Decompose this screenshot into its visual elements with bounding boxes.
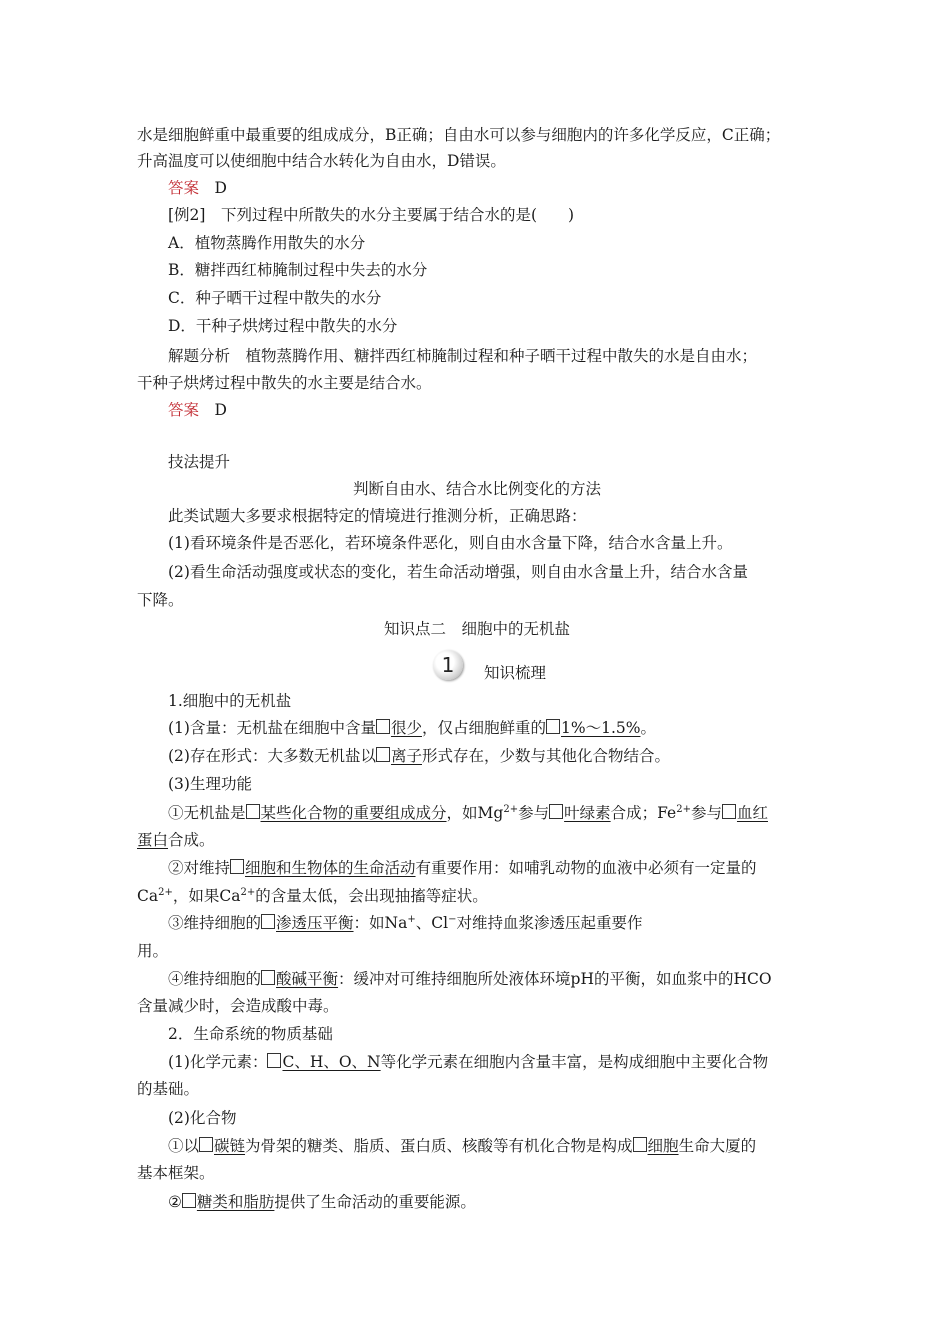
technique-point-1: (1)看环境条件是否恶化，若环境条件恶化，则自由水含量下降，结合水含量上升。 [168,534,733,552]
option-c: C．种子晒干过程中散失的水分 [168,289,382,307]
technique-point-2-cont: 下降。 [137,591,184,609]
answer-label: 答案 [168,401,200,419]
answer-label: 答案 [168,179,200,197]
example-2-question: [例2] 下列过程中所散失的水分主要属于结合水的是( ) [168,206,575,224]
blank-box-icon [261,970,275,985]
elements-line: (1)化学元素： C、H、O、N等化学元素在细胞内含量丰富，是构成细胞中主要化合物 [168,1053,769,1071]
technique-heading: 技法提升 [168,453,231,471]
knowledge-summary-label: 知识梳理 [484,664,547,682]
blank-box-icon [199,1137,213,1152]
function-heading: (3)生理功能 [168,775,252,793]
technique-intro: 此类试题大多要求根据特定的情境进行推测分析，正确思路： [168,507,587,525]
option-d: D．干种子烘烤过程中散失的水分 [168,317,398,335]
function-1-line: ①无机盐是 某些化合物的重要组成成分，如$Mg^{2+}$参与 叶绿素合成；$Fe^{2+}$参与 血红 [168,804,768,822]
blank-box-icon [182,1193,196,1208]
function-2-line-cont: $Ca^{2+}$，如果$Ca^{2+}$的含量太低，会出现抽搐等症状。 [137,887,488,905]
blank-box-icon [549,804,563,819]
compounds-1-line-cont: 基本框架。 [137,1164,215,1182]
subheading-material-basis: 2．生命系统的物质基础 [168,1025,333,1043]
blank-box-icon [230,859,244,874]
technique-title: 判断自由水、结合水比例变化的方法 [352,480,601,498]
answer-value: D [214,401,227,419]
function-4-line: ④维持细胞的 酸碱平衡：缓冲对可维持细胞所处液体环境pH的平衡，如血浆中的HCO [168,970,772,988]
blank-box-icon [376,747,390,762]
blank-box-icon [633,1137,647,1152]
blank-box-icon [246,804,260,819]
blank-box-icon [376,719,390,734]
blank-box-icon [722,804,736,819]
answer-value: D [214,179,227,197]
compounds-1-line: ①以 碳链为骨架的糖类、脂质、蛋白质、核酸等有机化合物是构成 细胞生命大厦的 [168,1137,757,1155]
option-b: B．糖拌西红柿腌制过程中失去的水分 [168,261,428,279]
compounds-2-line: ② 糖类和脂肪提供了生命活动的重要能源。 [168,1193,476,1211]
function-3-line-cont: 用。 [137,942,169,960]
blank-box-icon [546,719,560,734]
existence-form-line: (2)存在形式：大多数无机盐以 离子形式存在，少数与其他化合物结合。 [168,747,670,765]
content-line: (1)含量：无机盐在细胞中含量 很少，仅占细胞鲜重的 1%～1.5%。 [168,719,656,737]
explanation-line-2: 升高温度可以使细胞中结合水转化为自由水，D错误。 [137,152,506,170]
section-number-badge: 1 [433,650,463,680]
analysis-line-1: 解题分析 植物蒸腾作用、糖拌西红柿腌制过程和种子晒干过程中散失的水是自由水； [168,347,758,365]
elements-line-cont: 的基础。 [137,1080,200,1098]
blank-box-icon [267,1053,281,1068]
option-a: A．植物蒸腾作用散失的水分 [168,234,366,252]
function-3-line: ③维持细胞的 渗透压平衡：如Na+、Cl−对维持血浆渗透压起重要作 [168,914,643,932]
analysis-line-2: 干种子烘烤过程中散失的水主要是结合水。 [137,374,432,392]
function-4-line-cont: 含量减少时，会造成酸中毒。 [137,997,339,1015]
function-2-line: ②对维持 细胞和生物体的生命活动有重要作用：如哺乳动物的血液中必须有一定量的 [168,859,757,877]
technique-point-2: (2)看生命活动强度或状态的变化，若生命活动增强，则自由水含量上升，结合水含量 [168,563,748,581]
explanation-line-1: 水是细胞鲜重中最重要的组成成分，B正确；自由水可以参与细胞内的许多化学反应，C正确； [137,126,781,144]
compounds-heading: (2)化合物 [168,1109,237,1127]
answer-line-1 [168,177,848,199]
answer-line-2 [168,399,848,421]
blank-box-icon [261,914,275,929]
subheading-inorganic-salts: 1.细胞中的无机盐 [168,692,292,710]
function-1-line-cont: 蛋白合成。 [137,831,215,849]
section-title: 知识点二 细胞中的无机盐 [383,620,570,638]
